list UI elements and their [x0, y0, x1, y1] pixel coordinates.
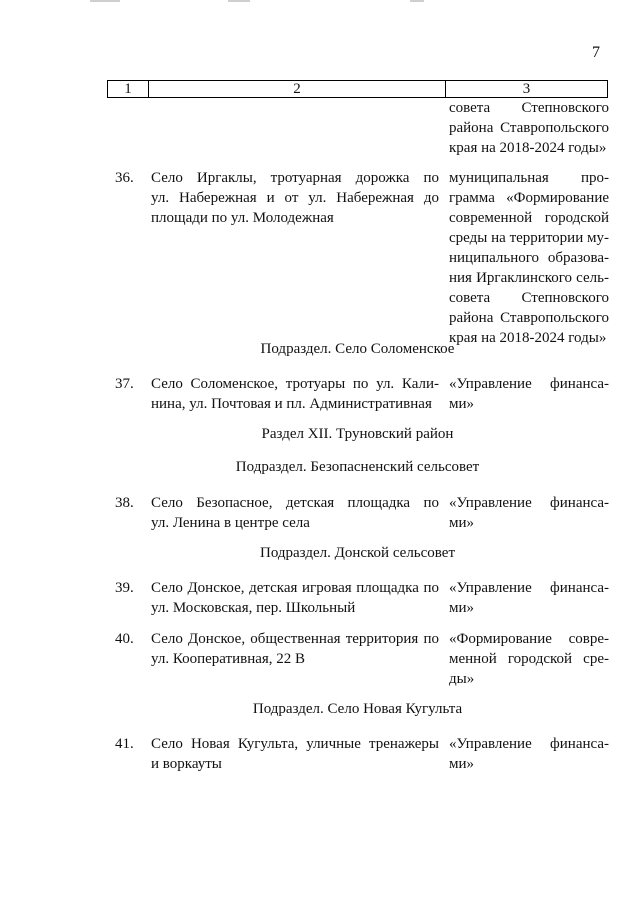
object-description: Село Донское, детская игровая площадка по ул. Московская, пер. Школьный [151, 580, 439, 616]
object-description: Село Соломенское, тротуары по ул. Кали- нина, ул. Почтовая и пл. Административная [151, 376, 439, 412]
object-description: Село Иргаклы, тротуарная дорожка по ул. Набережная и от ул. Набережная до площади по ул. Молодежная [151, 170, 439, 226]
subheading: Подраздел. Донской сельсовет [259, 545, 456, 561]
object-description: Село Новая Кугульта, уличные тренажеры и воркауты [151, 736, 439, 772]
subheading: Подраздел. Село Соломенское [260, 341, 455, 357]
row-number: 37. [115, 376, 134, 392]
program-cell: «Управление финанса- ми» [449, 376, 609, 412]
section-heading: Раздел XII. Труновский район [261, 426, 454, 442]
program-cell: «Формирование совре- менной городской сре- ды» [449, 631, 609, 687]
row-number: 36. [115, 170, 134, 186]
header-col-1: 1 [108, 81, 149, 97]
program-cell: «Управление финанса- ми» [449, 495, 609, 531]
object-description: Село Донское, общественная территория по ул. Кооперативная, 22 В [151, 631, 439, 667]
program-cell: «Управление финанса- ми» [449, 580, 609, 616]
row-number: 40. [115, 631, 134, 647]
subheading: Подраздел. Безопасненский сельсовет [235, 459, 480, 475]
header-col-2: 2 [149, 81, 446, 97]
table-header [107, 80, 608, 98]
program-cell: «Управление финанса- ми» [449, 736, 609, 772]
row-number: 39. [115, 580, 134, 596]
program-cell: муниципальная про- грамма «Формирование современной городской среды на территории му- ниципального образова- ния Иргаклинского сель- совета Степновского района Ставропольского края на 2018-2024 годы» [449, 170, 609, 346]
row-number: 41. [115, 736, 134, 752]
row-number: 38. [115, 495, 134, 511]
program-cell: совета Степновского района Ставропольского края на 2018-2024 годы» [449, 100, 609, 156]
page-number: 7 [592, 44, 600, 61]
object-description: Село Безопасное, детская площадка по ул. Ленина в центре села [151, 495, 439, 531]
header-col-3: 3 [522, 80, 531, 97]
scan-artifact [60, 0, 560, 5]
subheading: Подраздел. Село Новая Кугульта [252, 701, 463, 717]
